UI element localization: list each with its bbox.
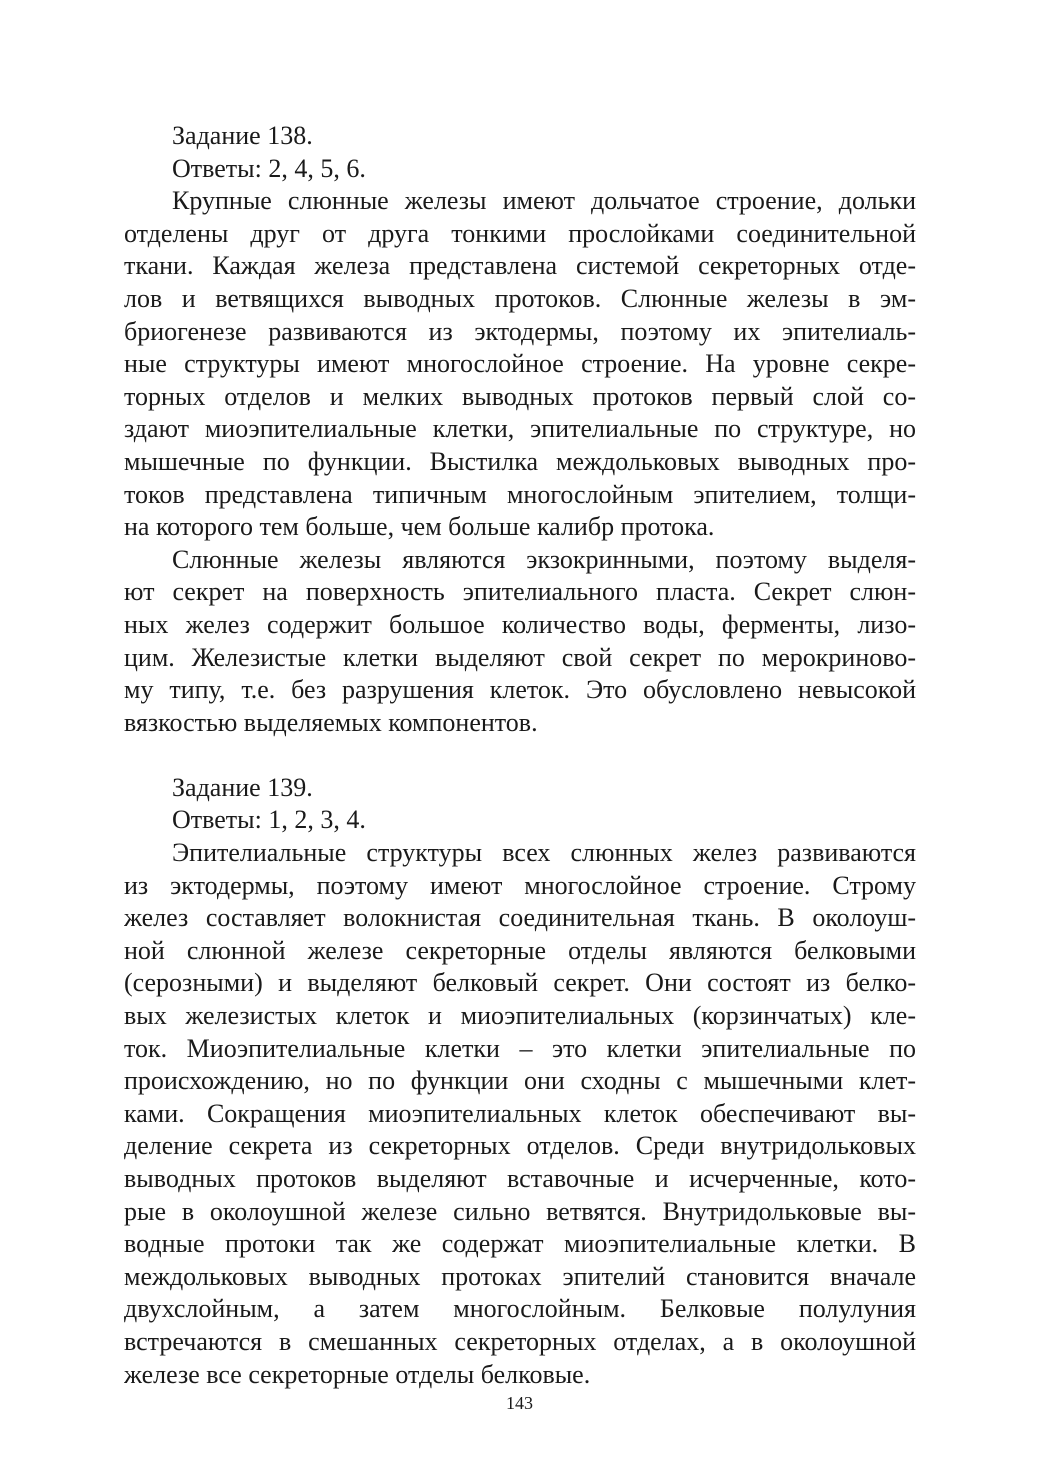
text-line: токов представлена типичным многослойным эпителием, толщи- <box>124 479 916 509</box>
text-line: торных отделов и мелких выводных протоков первый слой со- <box>124 381 916 411</box>
text-line: ные структуры имеют многослойное строение. На уровне секре- <box>124 349 916 379</box>
paragraph <box>124 837 916 1391</box>
task-answers: Ответы: 2, 4, 5, 6. <box>172 153 366 183</box>
text-line: вых железистых клеток и миоэпителиальных (корзинчатых) кле- <box>124 1001 916 1031</box>
text-line: отделены друг от друга тонкими прослойками соединительной <box>124 218 916 248</box>
text-line: вязкостью выделяемых компонентов. <box>124 707 538 737</box>
text-line: ток. Миоэпителиальные клетки – это клетки эпителиальные по <box>124 1033 916 1063</box>
text-line: железе все секреторные отделы белковые. <box>124 1359 591 1389</box>
text-line: на которого тем больше, чем больше калибр протока. <box>124 512 715 542</box>
text-line: му типу, т.е. без разрушения клеток. Это обусловлено невысокой <box>124 675 916 705</box>
text-line: лов и ветвящихся выводных протоков. Слюнные железы в эм- <box>124 283 916 313</box>
text-line: деление секрета из секреторных отделов. Среди внутридольковых <box>124 1131 916 1161</box>
text-line: водные протоки так же содержат миоэпителиальные клетки. В <box>124 1229 916 1259</box>
text-line: двухслойным, а затем многослойным. Белковые полулуния <box>124 1294 916 1324</box>
text-line: бриогенезе развиваются из эктодермы, поэтому их эпителиаль- <box>124 316 916 346</box>
text-line: цим. Железистые клетки выделяют свой секрет по мерокриново- <box>124 642 916 672</box>
text-line: Эпителиальные структуры всех слюнных желез развиваются <box>172 838 916 868</box>
text-line: Слюнные железы являются экзокринными, поэтому выделя- <box>172 544 916 574</box>
task-139 <box>124 772 916 1391</box>
text-line: междольковых выводных протоках эпителий становится вначале <box>124 1261 916 1291</box>
text-line: здают миоэпителиальные клетки, эпителиальные по структуре, но <box>124 414 916 444</box>
task-answers: Ответы: 1, 2, 3, 4. <box>172 805 366 835</box>
text-line: ных желез содержит большое количество воды, ферменты, лизо- <box>124 609 916 639</box>
text-line: ками. Сокращения миоэпителиальных клеток обеспечивают вы- <box>124 1098 916 1128</box>
text-line: ют секрет на поверхность эпителиального пласта. Секрет слюн- <box>124 577 916 607</box>
text-line: рые в околоушной железе сильно ветвятся. Внутридольковые вы- <box>124 1196 916 1226</box>
text-line: выводных протоков выделяют вставочные и исчерченные, кото- <box>124 1164 916 1193</box>
text-line: желез составляет волокнистая соединительная ткань. В околоуш- <box>124 903 916 933</box>
text-line: из эктодермы, поэтому имеют многослойное строение. Строму <box>124 870 916 900</box>
text-line: (серозными) и выделяют белковый секрет. Они состоят из белко- <box>124 968 916 998</box>
text-line: встречаются в смешанных секреторных отделах, а в околоушной <box>124 1326 916 1356</box>
page-number: 143 <box>506 1393 533 1413</box>
task-heading: Задание 139. <box>172 772 313 802</box>
paragraph <box>124 544 916 740</box>
text-line: мышечные по функции. Выстилка междольковых выводных про- <box>124 446 916 476</box>
task-heading: Задание 138. <box>172 121 313 150</box>
paragraph <box>124 185 916 544</box>
text-line: ной слюнной железе секреторные отделы являются белковыми <box>124 935 916 965</box>
text-line: ткани. Каждая железа представлена системой секреторных отде- <box>124 251 916 281</box>
page-content <box>124 120 916 1391</box>
text-line: происхождению, но по функции они сходны с мышечными клет- <box>124 1066 916 1096</box>
task-138 <box>124 120 916 739</box>
text-line: Крупные слюнные железы имеют дольчатое строение, дольки <box>172 186 916 216</box>
